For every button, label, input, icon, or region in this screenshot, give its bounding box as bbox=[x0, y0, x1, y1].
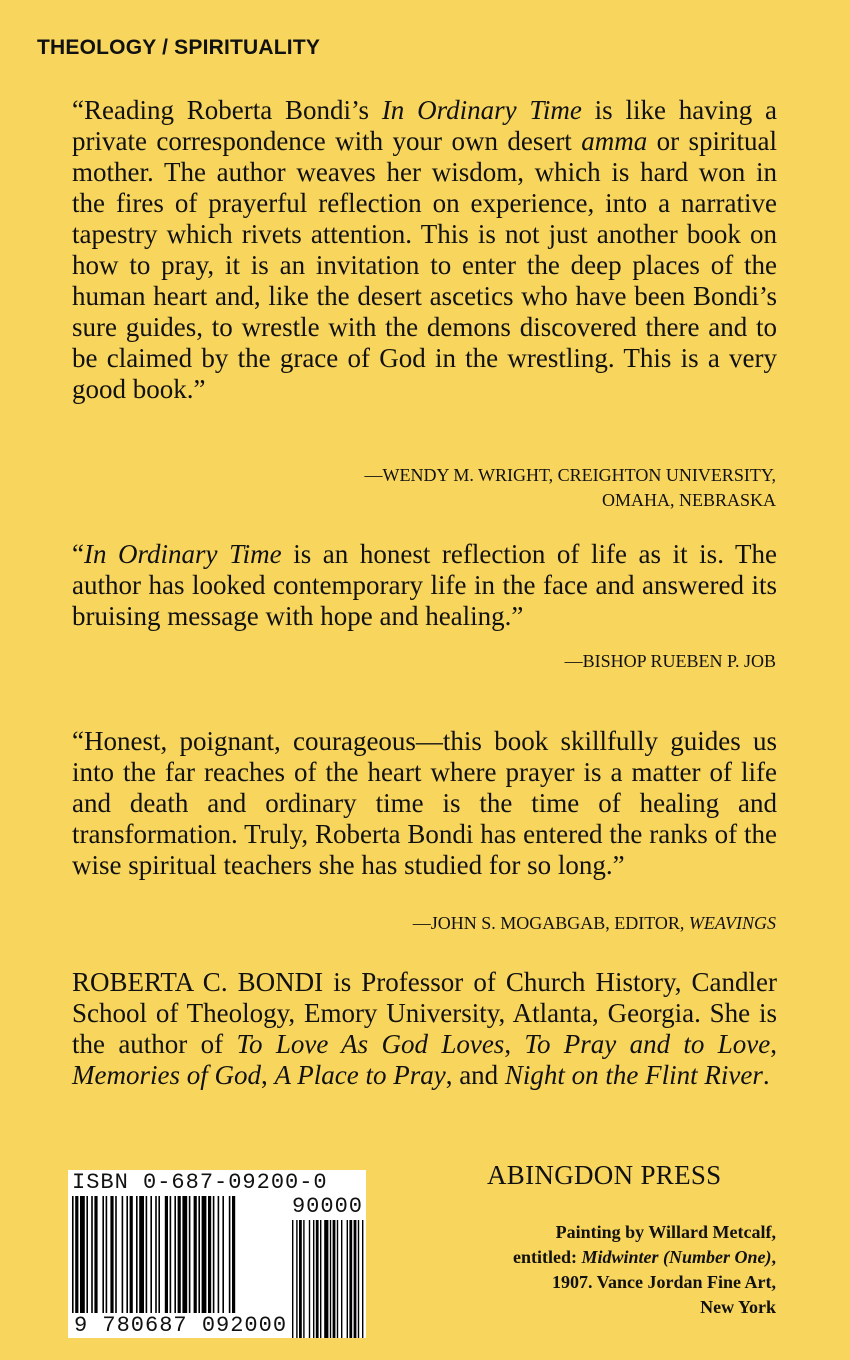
barcode-bar bbox=[320, 1220, 321, 1338]
attribution-line: —BISHOP RUEBEN P. JOB bbox=[564, 651, 776, 671]
attribution-job bbox=[565, 649, 776, 674]
barcode-digits: 9 780687 092000 bbox=[74, 1313, 288, 1338]
endorsement-mogabgab bbox=[72, 726, 777, 881]
credit-line: 1907. Vance Jordan Fine Art, bbox=[551, 1272, 776, 1292]
quote-text: is like having a private correspondence with your own desert bbox=[72, 95, 778, 156]
publisher-name: ABINGDON PRESS bbox=[487, 1160, 722, 1190]
isbn-number: ISBN 0-687-09200-0 bbox=[72, 1170, 328, 1195]
book-title: To Pray and to Love bbox=[524, 1029, 771, 1059]
barcode-bar bbox=[347, 1220, 348, 1338]
quote-text: “Reading Roberta Bondi’s bbox=[72, 95, 382, 125]
barcode-bar bbox=[324, 1220, 328, 1338]
isbn-barcode bbox=[68, 1170, 366, 1338]
attribution-mogabgab bbox=[413, 911, 776, 936]
barcode-bar bbox=[303, 1220, 304, 1338]
credit-line: entitled: Midwinter (Number One), bbox=[513, 1247, 776, 1267]
barcode-bar bbox=[309, 1220, 310, 1338]
endorsement-job bbox=[72, 539, 777, 632]
quote-text: is an honest reflection of life as it is. The author has looked contemporary life in the face and answered its bruising message with hope and healing.” bbox=[72, 539, 778, 631]
attribution-line: OMAHA, NEBRASKA bbox=[601, 490, 776, 510]
barcode-bar bbox=[299, 1220, 302, 1338]
attribution-wright bbox=[365, 463, 776, 513]
barcode-bar bbox=[349, 1220, 352, 1338]
quote-text: “Honest, poignant, courageous—this book skillfully guides us into the far reaches of the heart where prayer is a matter of life and death and ordinary time is the time of healing and transformation. Truly, Roberta Bondi has entered the ranks of the wise spiritual teachers she has studied for so long.” bbox=[72, 726, 777, 880]
separator: , bbox=[504, 1029, 525, 1059]
emphasis: amma bbox=[581, 126, 648, 156]
barcode-bar bbox=[333, 1220, 336, 1338]
cover-credit bbox=[513, 1220, 776, 1320]
barcode-bar bbox=[354, 1220, 357, 1338]
magazine-title: WEAVINGS bbox=[688, 913, 776, 933]
attribution-line: —WENDY M. WRIGHT, CREIGHTON UNIVERSITY, bbox=[364, 465, 776, 485]
barcode-bar bbox=[358, 1220, 359, 1338]
author-bio bbox=[72, 967, 777, 1091]
barcode-bar bbox=[292, 1220, 293, 1338]
barcode-bar bbox=[337, 1220, 338, 1338]
barcode-bar bbox=[341, 1220, 342, 1338]
barcode-bar bbox=[313, 1220, 314, 1338]
barcode-bar bbox=[330, 1220, 331, 1338]
quote-open: “ bbox=[72, 539, 84, 569]
book-title: A Place to Pray bbox=[274, 1060, 446, 1090]
separator: , bbox=[770, 1029, 777, 1059]
attribution-line: —JOHN S. MOGABGAB, EDITOR, bbox=[412, 913, 689, 933]
price-code: 90000 bbox=[291, 1194, 363, 1219]
book-title: In Ordinary Time bbox=[381, 95, 582, 125]
credit-line: Painting by Willard Metcalf, bbox=[555, 1222, 776, 1242]
separator: . bbox=[762, 1060, 770, 1090]
bio-text: ROBERTA C. BONDI is Professor of Church History, Candler School of Theology, Emory University, Atlanta, Georgia. She is the author of bbox=[72, 967, 777, 1059]
barcode-bar bbox=[316, 1220, 319, 1338]
book-title: In Ordinary Time bbox=[83, 539, 282, 569]
separator: , bbox=[260, 1060, 275, 1090]
barcode-bar bbox=[296, 1220, 297, 1338]
book-title: Night on the Flint River bbox=[504, 1060, 763, 1090]
painting-title: Midwinter (Number One) bbox=[581, 1247, 772, 1267]
credit-line: New York bbox=[700, 1297, 776, 1317]
category-label: THEOLOGY / SPIRITUALITY bbox=[37, 36, 321, 59]
endorsement-wright bbox=[72, 95, 777, 405]
quote-text: or spiritual mother. The author weaves her wisdom, which is hard won in the fires of prayerful reflection on experience, into a narrative tapestry which rivets attention. This is not just another book on how to pray, it is an invitation to enter the deep places of the human heart and, like the desert ascetics who have been Bondi’s sure guides, to wrestle with the demons discovered there and to be claimed by the grace of God in the wrestling. This is a very good book.” bbox=[72, 126, 777, 404]
book-title: Memories of God bbox=[72, 1060, 261, 1090]
separator: , and bbox=[445, 1060, 505, 1090]
book-title: To Love As God Loves bbox=[236, 1029, 505, 1059]
barcode-bar bbox=[362, 1220, 363, 1338]
